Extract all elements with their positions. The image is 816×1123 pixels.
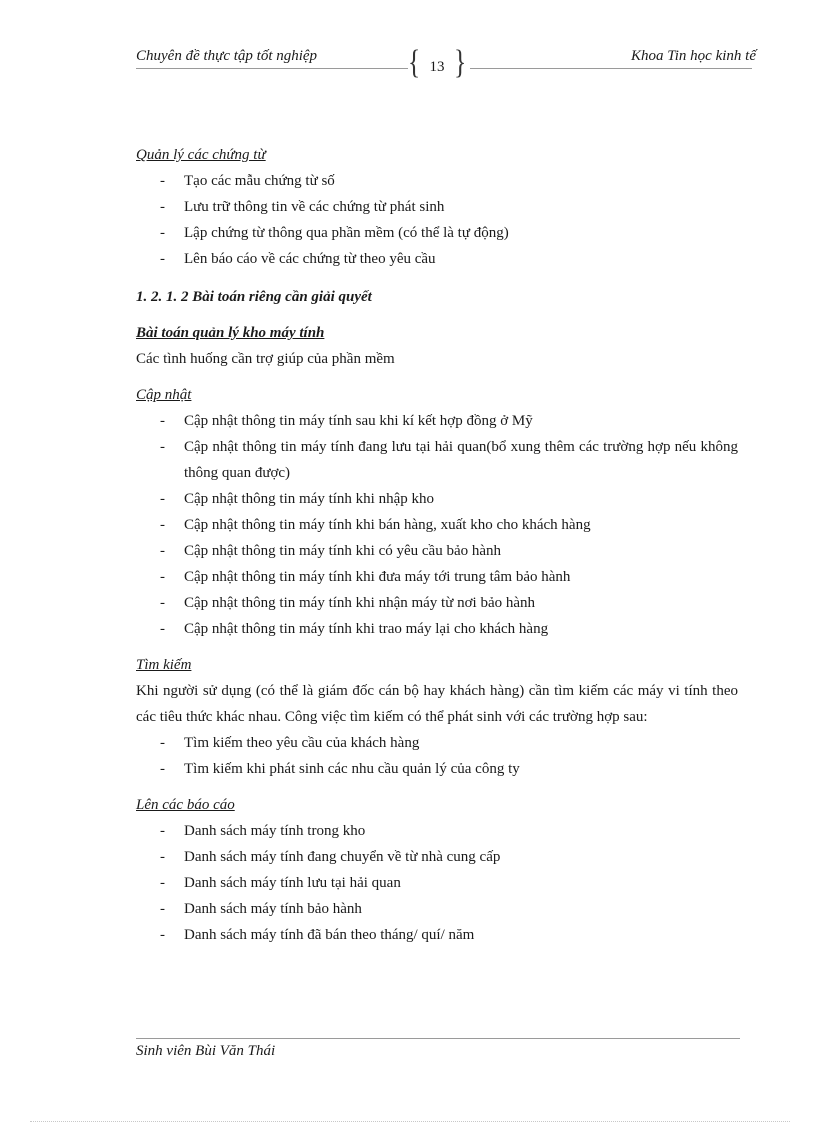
- list-item: - Cập nhật thông tin máy tính khi đưa máy tới trung tâm bảo hành: [136, 564, 738, 590]
- right-brace-icon: }: [453, 44, 466, 81]
- list-item: - Danh sách máy tính lưu tại hải quan: [136, 870, 738, 896]
- page-content: [136, 142, 738, 948]
- tim-kiem-paragraph: Khi người sử dụng (có thể là giám đốc cán bộ hay khách hàng) cần tìm kiếm các máy vi tính theo các tiêu thức khác nhau. Công việc tìm kiếm có thể phát sinh với các trường hợp sau:: [136, 683, 738, 725]
- list-item: - Danh sách máy tính bảo hành: [136, 896, 738, 922]
- page-bottom-edge: [30, 1121, 790, 1122]
- list-item: - Cập nhật thông tin máy tính khi có yêu cầu bảo hành: [136, 538, 738, 564]
- section-title-tim-kiem: Tìm kiếm: [136, 657, 192, 673]
- page-number-box: [406, 44, 468, 84]
- page-number: 13: [429, 59, 445, 75]
- list-item: - Lưu trữ thông tin về các chứng từ phát sinh: [136, 194, 738, 220]
- list-item: - Cập nhật thông tin máy tính khi trao máy lại cho khách hàng: [136, 616, 738, 642]
- list-item: - Danh sách máy tính đã bán theo tháng/ quí/ năm: [136, 922, 738, 948]
- list-bao-cao: [136, 818, 738, 948]
- header-right-title: Khoa Tin học kinh tế: [631, 48, 756, 64]
- list-item: - Lập chứng từ thông qua phần mềm (có thể là tự động): [136, 220, 738, 246]
- footer-rule: [136, 1038, 740, 1039]
- intro-text: Các tình huống cần trợ giúp của phần mềm: [136, 351, 395, 367]
- section-title-bao-cao: Lên các báo cáo: [136, 797, 235, 813]
- list-item: - Cập nhật thông tin máy tính khi bán hàng, xuất kho cho khách hàng: [136, 512, 738, 538]
- header-rule-right: [470, 68, 752, 69]
- list-quan-ly: [136, 168, 738, 272]
- list-cap-nhat: [136, 408, 738, 642]
- header-rule-left: [136, 68, 408, 69]
- section-title-cap-nhat: Cập nhật: [136, 387, 192, 403]
- list-item: - Danh sách máy tính trong kho: [136, 818, 738, 844]
- list-item: - Lên báo cáo về các chứng từ theo yêu cầu: [136, 246, 738, 272]
- list-item: - Cập nhật thông tin máy tính đang lưu tại hải quan(bổ xung thêm các trường hợp nếu không thông quan được): [136, 434, 738, 486]
- list-item: - Cập nhật thông tin máy tính khi nhập kho: [136, 486, 738, 512]
- list-item: - Tạo các mẫu chứng từ số: [136, 168, 738, 194]
- list-item: - Danh sách máy tính đang chuyển về từ nhà cung cấp: [136, 844, 738, 870]
- left-brace-icon: {: [408, 44, 421, 81]
- section-heading: 1. 2. 1. 2 Bài toán riêng cần giải quyết: [136, 289, 372, 305]
- footer-author: Sinh viên Bùi Văn Thái: [136, 1043, 276, 1059]
- list-item: - Tìm kiếm khi phát sinh các nhu cầu quản lý của công ty: [136, 756, 738, 782]
- section-title-quan-ly: Quản lý các chứng từ: [136, 147, 266, 163]
- list-item: - Tìm kiếm theo yêu cầu của khách hàng: [136, 730, 738, 756]
- list-tim-kiem: [136, 730, 738, 782]
- list-item: - Cập nhật thông tin máy tính sau khi kí kết hợp đồng ở Mỹ: [136, 408, 738, 434]
- subsection-title-bai-toan: Bài toán quản lý kho máy tính: [136, 325, 325, 341]
- list-item: - Cập nhật thông tin máy tính khi nhận máy từ nơi bảo hành: [136, 590, 738, 616]
- header-left-title: Chuyên đề thực tập tốt nghiệp: [136, 48, 318, 64]
